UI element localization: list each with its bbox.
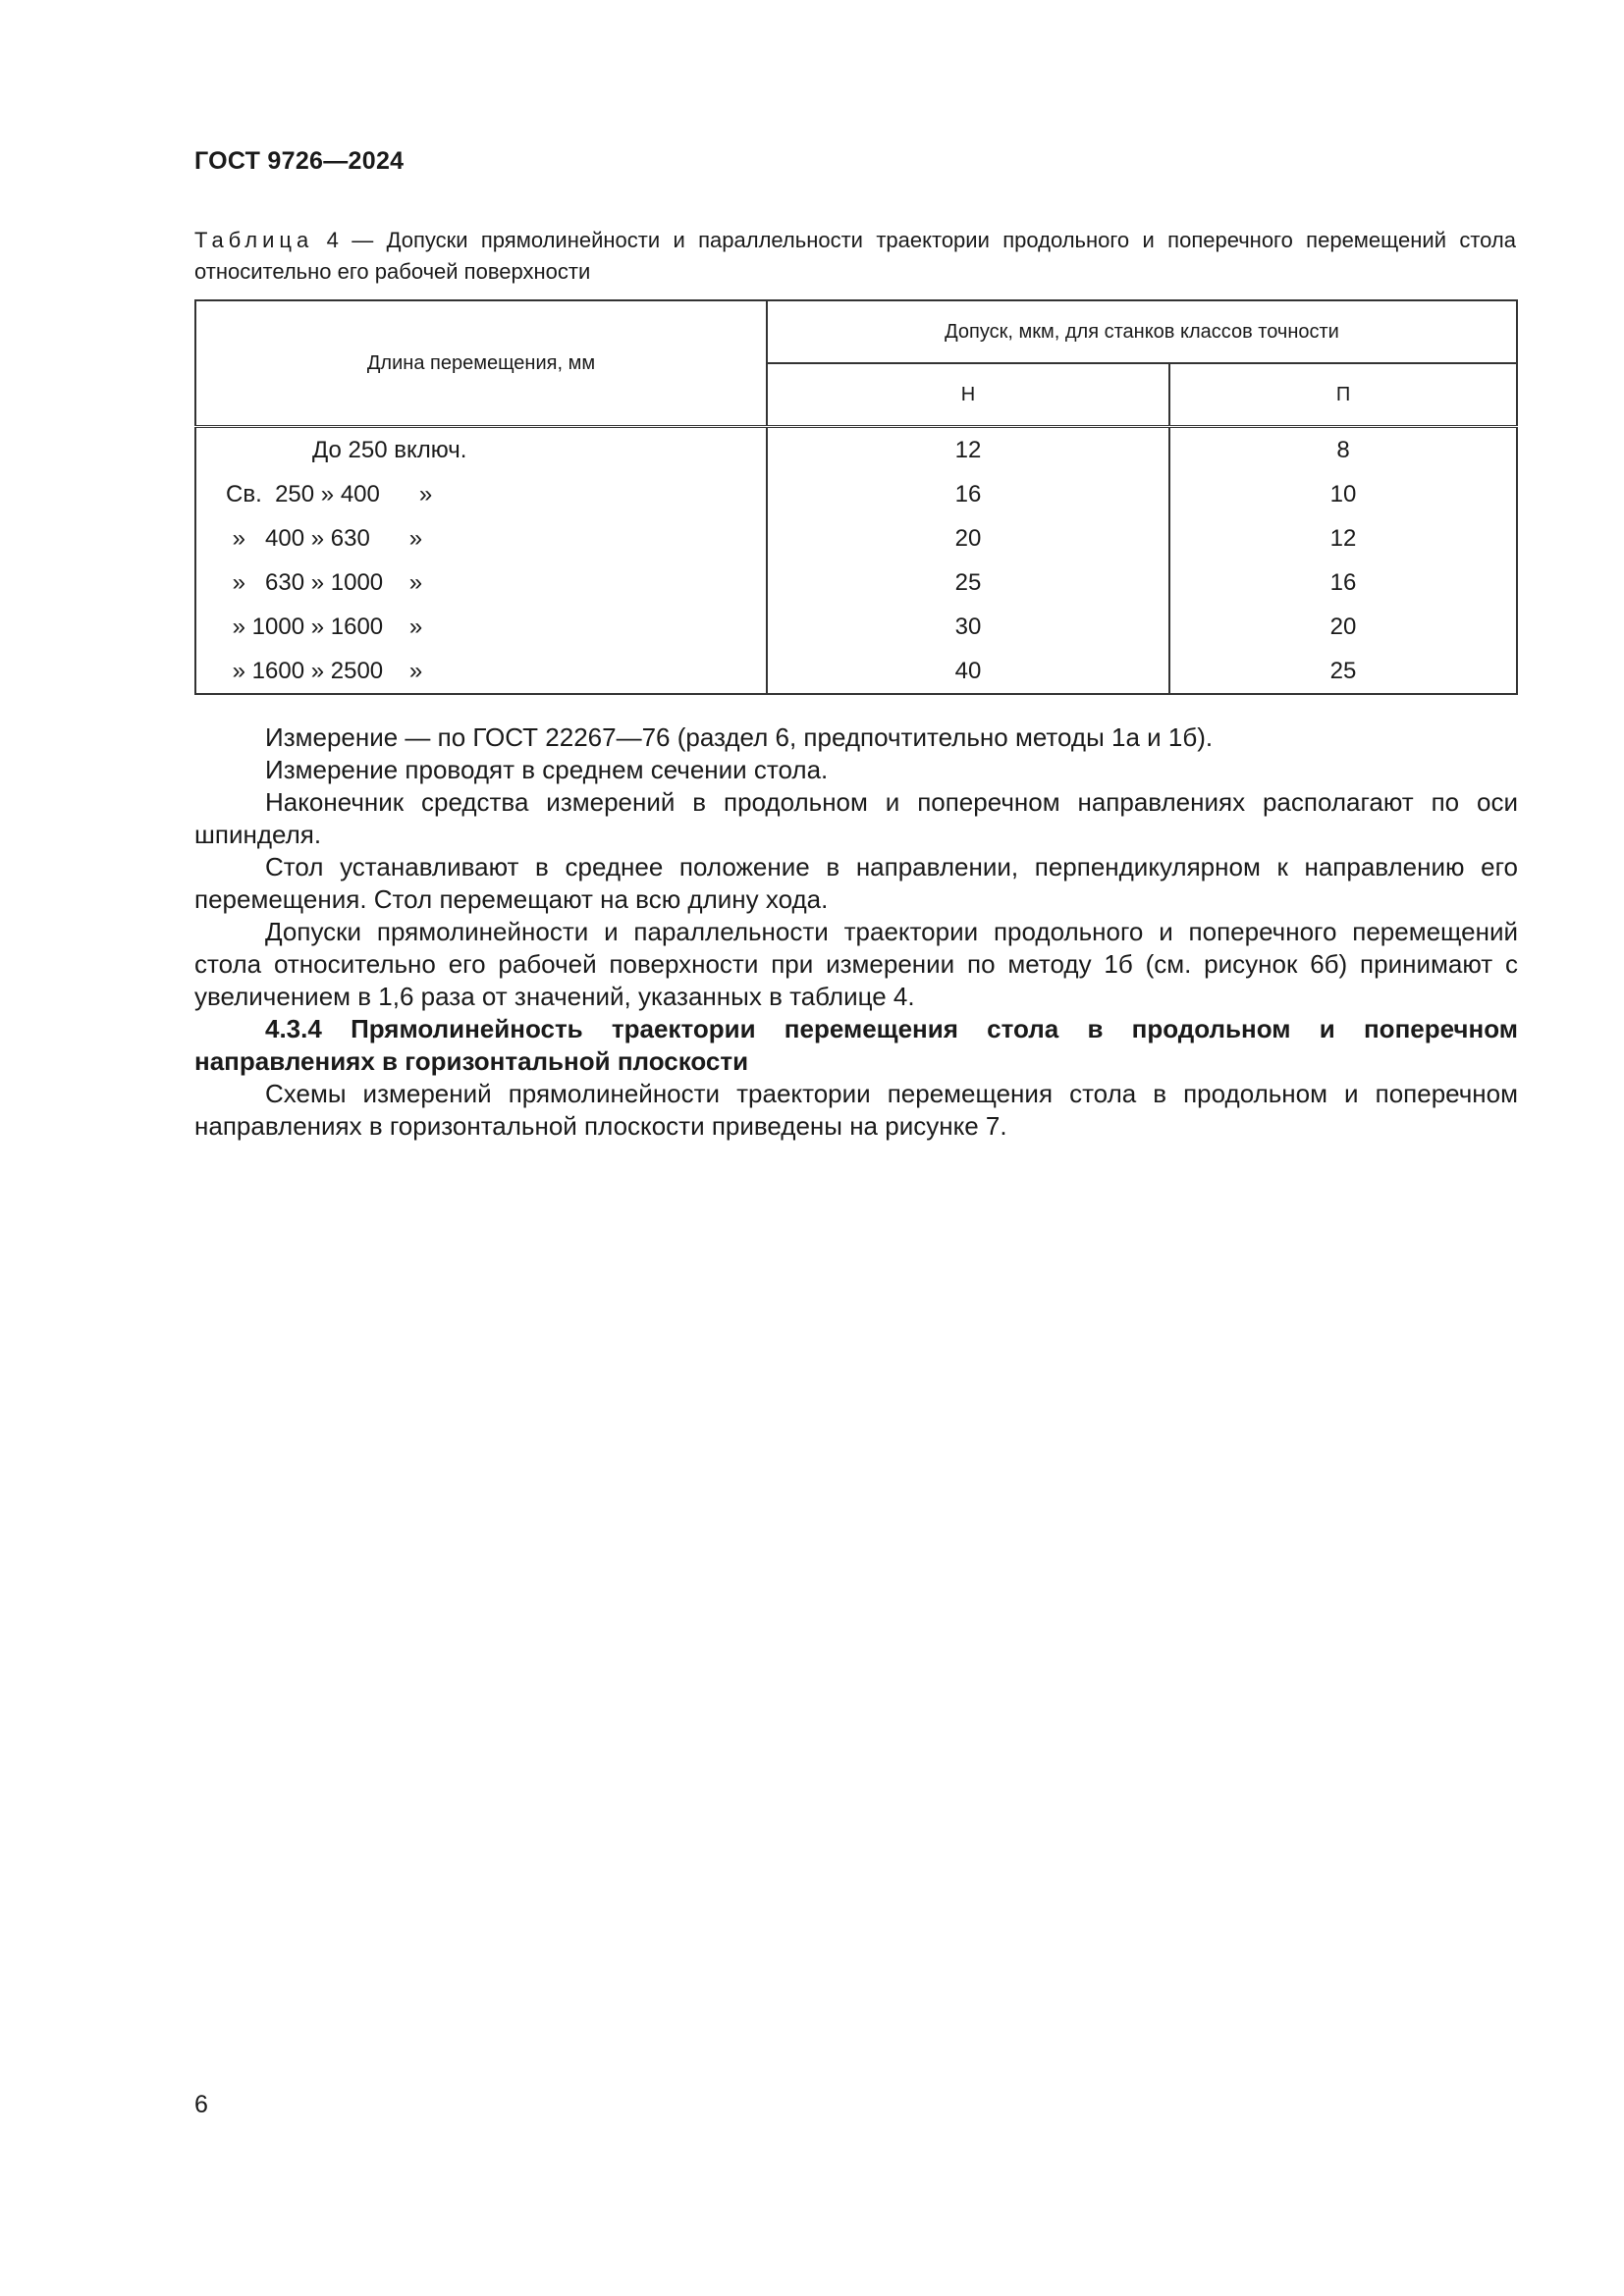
paragraph-table-position: Стол устанавливают в среднее положение в направлении, перпендикулярном к направлению его перемещения. Стол перемещают на всю длину хода. [194,852,1518,914]
tolerance-table [194,299,1518,695]
col-header-tolerance: Допуск, мкм, для станков классов точности [767,300,1517,363]
cell-class-n: 40 [767,649,1169,694]
cell-class-p: 20 [1169,605,1517,649]
cell-length: Св. 250 » 400 » [195,472,767,516]
document-header: ГОСТ 9726—2024 [194,147,405,175]
page-number: 6 [194,2091,208,2118]
paragraph-measurement-schemes: Схемы измерений прямолинейности траектории перемещения стола в продольном и поперечном направлениях в горизонтальной плоскости приведены на рисунке 7. [194,1079,1518,1141]
table-caption [194,225,1516,288]
cell-class-n: 16 [767,472,1169,516]
cell-length: » 1000 » 1600 » [195,605,767,649]
cell-class-n: 20 [767,516,1169,561]
cell-class-p: 12 [1169,516,1517,561]
section-heading-4-3-4: 4.3.4 Прямолинейность траектории перемещения стола в продольном и поперечном направлениях в горизонтальной плоскости [194,1014,1518,1076]
cell-class-n: 25 [767,561,1169,605]
cell-class-p: 10 [1169,472,1517,516]
cell-length: До 250 включ. [195,427,767,473]
cell-class-p: 16 [1169,561,1517,605]
table-row [195,516,1517,561]
col-header-class-p: П [1169,363,1517,427]
col-header-length: Длина перемещения, мм [195,300,767,427]
cell-class-n: 12 [767,427,1169,473]
table-caption-label: Таблица [194,228,314,252]
table-caption-text: 4 — Допуски прямолинейности и параллельности траектории продольного и поперечного перемещений стола относительно его рабочей поверхности [194,228,1516,284]
paragraph-tolerance-increase: Допуски прямолинейности и параллельности траектории продольного и поперечного перемещений стола относительно его рабочей поверхности при измерении по методу 1б (см. рисунок 6б) принимают с увеличением в 1,6 раза от значений, указанных в таблице 4. [194,917,1518,1011]
paragraph-probe-position: Наконечник средства измерений в продольном и поперечном направлениях располагают по оси шпинделя. [194,787,1518,849]
cell-class-p: 25 [1169,649,1517,694]
paragraph-measurement-method: Измерение — по ГОСТ 22267—76 (раздел 6, предпочтительно методы 1а и 1б). [265,722,1214,752]
table-row [195,649,1517,694]
cell-class-n: 30 [767,605,1169,649]
table-row [195,427,1517,473]
cell-length: » 1600 » 2500 » [195,649,767,694]
cell-class-p: 8 [1169,427,1517,473]
table-row [195,561,1517,605]
col-header-class-n: Н [767,363,1169,427]
cell-length: » 400 » 630 » [195,516,767,561]
table-row [195,472,1517,516]
body-text [194,721,1518,1143]
cell-length: » 630 » 1000 » [195,561,767,605]
paragraph-measurement-section: Измерение проводят в среднем сечении стола. [265,755,829,784]
table-row [195,605,1517,649]
